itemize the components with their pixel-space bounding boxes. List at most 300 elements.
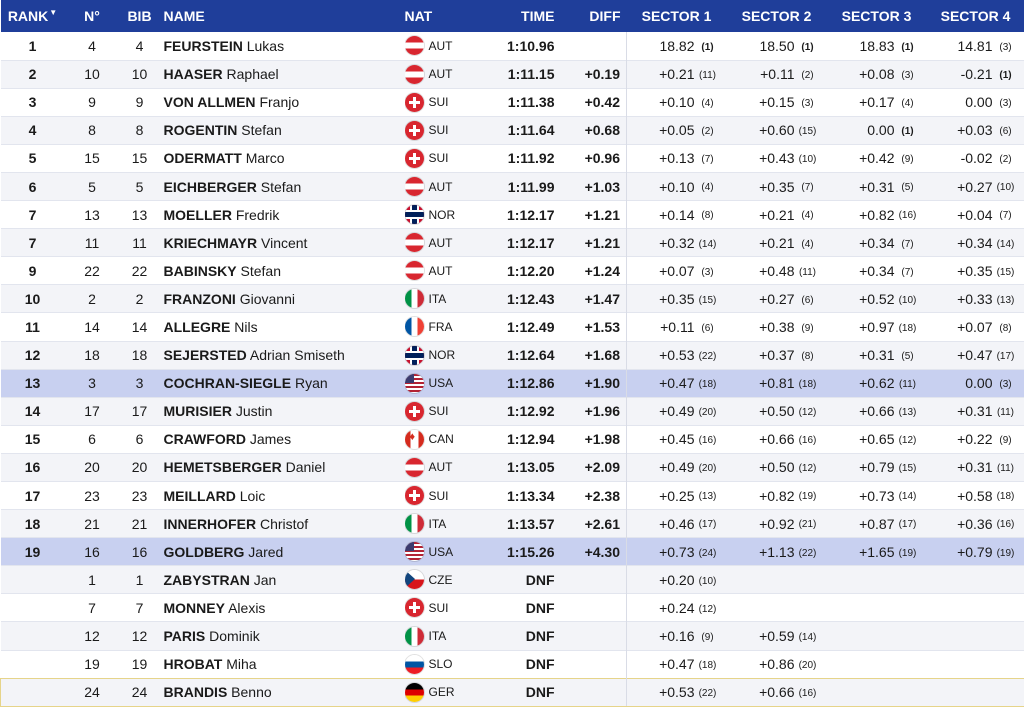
nat-wrap xyxy=(405,261,485,280)
sector-rank: (9) xyxy=(999,435,1012,447)
diff-cell: +1.03 xyxy=(584,178,620,195)
country-flag-icon xyxy=(405,121,424,140)
number-cell: 2 xyxy=(88,290,96,307)
sector-4-cell xyxy=(927,425,1024,453)
table-row[interactable] xyxy=(1,678,1024,706)
name-cell[interactable] xyxy=(160,566,405,594)
sector-rank: (4) xyxy=(701,98,714,110)
table-row[interactable] xyxy=(1,341,1024,369)
sector-3-cell xyxy=(827,510,927,538)
name-cell[interactable] xyxy=(160,594,405,622)
athlete-first-name: Jared xyxy=(248,543,284,560)
sector-rank: (7) xyxy=(801,182,814,194)
rank-cell: 9 xyxy=(28,262,37,279)
header-sector-4[interactable]: SECTOR 4 xyxy=(940,8,1011,24)
nat-cell xyxy=(405,594,485,622)
sector-value: +0.97 xyxy=(859,318,895,335)
sector-value: +0.79 xyxy=(957,543,993,560)
country-flag-icon xyxy=(405,374,424,393)
athlete-last-name: ODERMATT xyxy=(163,150,242,167)
sector-value: +0.21 xyxy=(759,234,795,251)
sector-rank: (4) xyxy=(901,98,914,110)
country-flag-icon xyxy=(405,486,424,505)
time-cell: 1:13.57 xyxy=(507,515,555,532)
nat-cell xyxy=(405,285,485,313)
sector-2-cell xyxy=(727,144,827,172)
nat-code: AUT xyxy=(428,235,453,250)
rank-cell: 1 xyxy=(28,37,37,54)
table-row[interactable] xyxy=(1,566,1024,594)
country-flag-icon xyxy=(405,65,424,84)
athlete-first-name: Dominik xyxy=(209,628,260,645)
diff-cell xyxy=(565,32,627,60)
sector-value: +0.27 xyxy=(957,178,993,195)
name-cell[interactable] xyxy=(160,313,405,341)
table-row[interactable] xyxy=(1,594,1024,622)
number-cell: 8 xyxy=(88,122,96,139)
athlete-first-name: Christof xyxy=(259,515,309,532)
header-sector-2[interactable]: SECTOR 2 xyxy=(741,8,812,24)
sector-2-cell xyxy=(727,285,827,313)
name-cell[interactable] xyxy=(160,144,405,172)
sector-1-cell xyxy=(627,341,727,369)
table-row[interactable] xyxy=(1,201,1024,229)
sector-value: +0.66 xyxy=(759,431,795,448)
nat-wrap xyxy=(405,177,485,196)
time-cell: 1:12.17 xyxy=(507,234,555,251)
header-time[interactable]: TIME xyxy=(521,8,555,24)
sector-rank: (17) xyxy=(898,519,917,531)
table-row[interactable] xyxy=(1,453,1024,481)
nat-wrap xyxy=(405,374,485,393)
time-cell: 1:11.99 xyxy=(507,178,555,195)
number-cell: 1 xyxy=(88,571,96,588)
sector-rank: (14) xyxy=(996,238,1015,250)
sector-value: +0.47 xyxy=(659,375,695,392)
diff-cell: +1.21 xyxy=(584,206,620,223)
sector-1-cell xyxy=(627,538,727,566)
country-flag-icon xyxy=(405,570,424,589)
sector-3-cell xyxy=(827,425,927,453)
athlete-last-name: HEMETSBERGER xyxy=(163,459,282,476)
sector-3-cell xyxy=(827,172,927,200)
name-cell[interactable] xyxy=(160,172,405,200)
sort-desc-icon: ▼ xyxy=(49,8,58,17)
sector-1-cell xyxy=(627,313,727,341)
diff-cell: +2.38 xyxy=(584,487,620,504)
header-sector-1[interactable]: SECTOR 1 xyxy=(641,8,712,24)
bib-cell: 8 xyxy=(135,122,144,139)
name-cell[interactable] xyxy=(160,678,405,706)
sector-3-cell xyxy=(827,144,927,172)
table-row[interactable] xyxy=(1,650,1024,678)
name-cell[interactable] xyxy=(160,201,405,229)
rank-cell: 16 xyxy=(24,459,41,476)
sector-value: +0.43 xyxy=(759,150,795,167)
sector-rank: (17) xyxy=(698,519,717,531)
nat-code: AUT xyxy=(428,179,453,194)
rank-cell: 12 xyxy=(24,347,41,364)
nat-cell xyxy=(405,229,485,257)
athlete-last-name: HROBAT xyxy=(163,656,223,673)
sector-4-cell xyxy=(927,32,1024,60)
sector-value: +0.81 xyxy=(759,375,795,392)
sector-2-cell xyxy=(727,425,827,453)
rank-cell: 19 xyxy=(24,543,41,560)
diff-cell: +0.96 xyxy=(584,150,620,167)
nat-wrap xyxy=(405,570,485,589)
table-row[interactable] xyxy=(1,369,1024,397)
sector-rank: (15) xyxy=(898,463,917,475)
bib-cell: 20 xyxy=(131,459,148,476)
sector-rank: (14) xyxy=(698,238,717,250)
nat-code: SUI xyxy=(428,95,449,110)
sector-value: +0.07 xyxy=(957,318,993,335)
athlete-last-name: COCHRAN-SIEGLE xyxy=(163,375,292,392)
sector-value: +0.87 xyxy=(859,515,895,532)
sector-rank: (16) xyxy=(798,435,817,447)
sector-3-cell xyxy=(827,678,927,706)
country-flag-icon xyxy=(405,233,424,252)
rank-cell: 18 xyxy=(24,515,41,532)
sector-2-cell xyxy=(727,369,827,397)
sector-rank: (15) xyxy=(798,126,817,138)
sector-rank: (20) xyxy=(698,463,717,475)
country-flag-icon xyxy=(405,542,424,561)
number-cell: 10 xyxy=(84,66,100,83)
nat-code: SUI xyxy=(428,404,449,419)
sector-2-cell xyxy=(727,341,827,369)
sector-value: +0.16 xyxy=(659,628,695,645)
rank-cell: 11 xyxy=(25,318,40,335)
sector-value: 18.83 xyxy=(859,37,895,54)
table-row[interactable] xyxy=(1,425,1024,453)
nat-code: SUI xyxy=(428,151,449,166)
sector-3-cell xyxy=(827,369,927,397)
sector-value: +0.50 xyxy=(759,459,795,476)
diff-cell: +1.68 xyxy=(584,347,620,364)
sector-4-cell xyxy=(927,341,1024,369)
sector-value: +0.31 xyxy=(859,178,895,195)
table-row[interactable] xyxy=(1,229,1024,257)
name-cell[interactable] xyxy=(160,538,405,566)
sector-rank: (11) xyxy=(898,378,917,390)
sector-value: +0.17 xyxy=(859,94,895,111)
sector-rank: (3) xyxy=(801,98,814,110)
sector-rank: (10) xyxy=(798,154,817,166)
rank-cell: 14 xyxy=(24,403,41,420)
name-cell[interactable] xyxy=(160,369,405,397)
sector-value: +0.05 xyxy=(659,122,695,139)
header-sector-3[interactable]: SECTOR 3 xyxy=(841,8,912,24)
table-row[interactable] xyxy=(1,60,1024,88)
nat-cell xyxy=(405,566,485,594)
athlete-first-name: Jan xyxy=(253,571,277,588)
athlete-last-name: CRAWFORD xyxy=(163,431,246,448)
sector-value: +0.35 xyxy=(659,290,695,307)
sector-rank: (12) xyxy=(698,603,717,615)
country-flag-icon xyxy=(405,205,424,224)
sector-rank: (1) xyxy=(801,41,814,53)
time-cell: 1:12.49 xyxy=(507,318,555,335)
sector-value: 18.82 xyxy=(659,37,695,54)
nat-wrap xyxy=(405,458,485,477)
name-cell[interactable] xyxy=(160,257,405,285)
sector-rank: (14) xyxy=(898,491,917,503)
nat-cell xyxy=(405,257,485,285)
diff-cell xyxy=(565,678,627,706)
sector-rank: (8) xyxy=(801,350,814,362)
diff-cell xyxy=(565,622,627,650)
sector-4-cell xyxy=(927,257,1024,285)
sector-rank: (13) xyxy=(898,407,917,419)
nat-code: ITA xyxy=(428,291,447,306)
sector-value: +0.14 xyxy=(659,206,695,223)
nat-wrap xyxy=(405,514,485,533)
table-row[interactable] xyxy=(1,144,1024,172)
sector-value: +0.45 xyxy=(659,431,695,448)
number-cell: 12 xyxy=(84,628,100,645)
name-cell[interactable] xyxy=(160,116,405,144)
bib-cell: 22 xyxy=(131,262,148,279)
sector-rank: (3) xyxy=(901,69,914,81)
rank-cell: 13 xyxy=(24,375,41,392)
name-cell[interactable] xyxy=(160,397,405,425)
nat-cell xyxy=(405,482,485,510)
name-cell[interactable] xyxy=(160,482,405,510)
table-row[interactable] xyxy=(1,482,1024,510)
sector-rank: (22) xyxy=(698,350,717,362)
sector-rank: (19) xyxy=(798,491,817,503)
table-row[interactable] xyxy=(1,538,1024,566)
number-cell: 19 xyxy=(84,656,100,673)
number-cell: 14 xyxy=(84,318,100,335)
nat-wrap xyxy=(405,655,485,674)
sector-rank: (3) xyxy=(701,266,714,278)
diff-cell: +1.90 xyxy=(584,375,620,392)
sector-rank: (13) xyxy=(996,294,1015,306)
country-flag-icon xyxy=(405,627,424,646)
athlete-last-name: PARIS xyxy=(163,628,206,645)
sector-3-cell xyxy=(827,594,927,622)
nat-wrap xyxy=(405,205,485,224)
sector-rank: (8) xyxy=(999,322,1012,334)
header-diff[interactable]: DIFF xyxy=(589,8,621,24)
sector-3-cell xyxy=(827,453,927,481)
table-row[interactable] xyxy=(1,116,1024,144)
athlete-first-name: Giovanni xyxy=(239,290,295,307)
athlete-first-name: Daniel xyxy=(285,459,326,476)
bib-cell: 3 xyxy=(135,375,144,392)
table-row[interactable] xyxy=(1,257,1024,285)
bib-cell: 1 xyxy=(135,571,144,588)
sector-rank: (16) xyxy=(898,210,917,222)
sector-2-cell xyxy=(727,116,827,144)
diff-cell: +1.53 xyxy=(584,318,620,335)
sector-rank: (4) xyxy=(801,210,814,222)
time-cell: 1:12.20 xyxy=(507,262,555,279)
bib-cell: 7 xyxy=(135,599,144,616)
name-cell[interactable] xyxy=(160,453,405,481)
sector-3-cell xyxy=(827,88,927,116)
nat-cell xyxy=(405,425,485,453)
table-row[interactable] xyxy=(1,32,1024,60)
sector-value: +0.47 xyxy=(659,656,695,673)
athlete-first-name: Fredrik xyxy=(235,206,280,223)
sector-4-cell xyxy=(927,678,1024,706)
nat-code: GER xyxy=(428,685,455,700)
sector-value: +0.21 xyxy=(759,206,795,223)
sector-1-cell xyxy=(627,369,727,397)
header-bib[interactable]: BIB xyxy=(127,8,152,24)
bib-cell: 16 xyxy=(131,543,148,560)
name-cell[interactable] xyxy=(160,341,405,369)
header-nat[interactable]: NAT xyxy=(404,8,433,24)
sector-rank: (19) xyxy=(996,547,1015,559)
nat-wrap xyxy=(405,36,485,55)
nat-cell xyxy=(405,172,485,200)
sector-rank: (24) xyxy=(698,547,717,559)
sector-value: +0.21 xyxy=(659,66,695,83)
sector-rank: (5) xyxy=(901,182,914,194)
bib-cell: 15 xyxy=(131,150,148,167)
sector-1-cell xyxy=(627,32,727,60)
sector-value: +0.22 xyxy=(957,431,993,448)
sector-rank: (7) xyxy=(999,210,1012,222)
sector-value: +0.20 xyxy=(659,571,695,588)
country-flag-icon xyxy=(405,289,424,308)
diff-cell: +0.42 xyxy=(584,94,620,111)
sector-rank: (10) xyxy=(996,182,1015,194)
athlete-first-name: Loic xyxy=(239,487,266,504)
bib-cell: 12 xyxy=(131,628,148,645)
table-row[interactable] xyxy=(1,172,1024,200)
sector-3-cell xyxy=(827,482,927,510)
header-name[interactable]: NAME xyxy=(163,8,205,24)
sector-value: +1.65 xyxy=(859,543,895,560)
nat-wrap xyxy=(405,402,485,421)
bib-cell: 14 xyxy=(131,318,148,335)
rank-cell: 15 xyxy=(24,431,41,448)
sector-2-cell xyxy=(727,538,827,566)
nat-code: USA xyxy=(428,544,454,559)
sector-2-cell xyxy=(727,257,827,285)
nat-wrap xyxy=(405,430,485,449)
name-cell[interactable] xyxy=(160,88,405,116)
country-flag-icon xyxy=(405,177,424,196)
sector-value: +0.73 xyxy=(659,543,695,560)
sector-1-cell xyxy=(627,285,727,313)
country-flag-icon xyxy=(405,683,424,702)
bib-cell: 2 xyxy=(135,290,144,307)
country-flag-icon xyxy=(405,598,424,617)
sector-rank: (1) xyxy=(701,41,714,53)
sector-2-cell xyxy=(727,622,827,650)
sector-value: -0.02 xyxy=(960,150,993,167)
sector-4-cell xyxy=(927,622,1024,650)
nat-wrap xyxy=(405,486,485,505)
sector-rank: (12) xyxy=(798,463,817,475)
sector-3-cell xyxy=(827,538,927,566)
sector-rank: (1) xyxy=(901,41,914,53)
sector-rank: (2) xyxy=(999,154,1012,166)
bib-cell: 11 xyxy=(132,234,147,251)
sector-value: +0.50 xyxy=(759,403,795,420)
bib-cell: 24 xyxy=(120,678,160,706)
bib-cell: 18 xyxy=(131,347,148,364)
nat-code: CZE xyxy=(428,572,453,587)
athlete-last-name: SEJERSTED xyxy=(163,347,247,364)
time-cell: 1:12.94 xyxy=(507,431,555,448)
sector-value: +0.79 xyxy=(859,459,895,476)
sector-value: +0.34 xyxy=(859,262,895,279)
name-cell[interactable] xyxy=(160,285,405,313)
bib-cell: 6 xyxy=(135,431,144,448)
sector-2-cell xyxy=(727,32,827,60)
table-row[interactable] xyxy=(1,313,1024,341)
name-cell[interactable] xyxy=(160,650,405,678)
athlete-first-name: Adrian Smiseth xyxy=(249,347,345,364)
sector-3-cell xyxy=(827,341,927,369)
sector-2-cell xyxy=(727,201,827,229)
number-cell: 24 xyxy=(65,678,120,706)
nat-cell xyxy=(405,116,485,144)
name-cell[interactable] xyxy=(160,229,405,257)
name-cell[interactable] xyxy=(160,425,405,453)
sector-value: +0.31 xyxy=(859,347,895,364)
athlete-last-name: ALLEGRE xyxy=(163,318,231,335)
rank-cell xyxy=(1,678,65,706)
name-cell[interactable] xyxy=(160,60,405,88)
sector-4-cell xyxy=(927,397,1024,425)
athlete-first-name: Alexis xyxy=(228,599,266,616)
sector-2-cell xyxy=(727,650,827,678)
nat-code: ITA xyxy=(428,516,447,531)
athlete-first-name: James xyxy=(249,431,292,448)
rank-cell: 3 xyxy=(28,94,37,111)
nat-wrap xyxy=(405,346,485,365)
sector-value: +0.73 xyxy=(859,487,895,504)
sector-value: +0.35 xyxy=(957,262,993,279)
header-num[interactable]: N° xyxy=(84,8,100,24)
time-cell: 1:13.05 xyxy=(507,459,555,476)
number-cell: 16 xyxy=(84,543,100,560)
table-row[interactable] xyxy=(1,397,1024,425)
sector-1-cell xyxy=(627,144,727,172)
name-cell[interactable] xyxy=(160,32,405,60)
sector-1-cell xyxy=(627,594,727,622)
sector-value: +0.31 xyxy=(957,459,993,476)
table-row[interactable] xyxy=(1,285,1024,313)
bib-cell: 10 xyxy=(131,66,148,83)
name-cell[interactable] xyxy=(160,622,405,650)
sector-rank: (19) xyxy=(898,547,917,559)
table-header-row xyxy=(1,0,1024,32)
sector-rank: (3) xyxy=(999,98,1012,110)
table-row[interactable] xyxy=(1,622,1024,650)
table-row[interactable] xyxy=(1,510,1024,538)
sector-value: +0.58 xyxy=(957,487,993,504)
diff-cell: +1.98 xyxy=(584,431,620,448)
sector-2-cell xyxy=(727,60,827,88)
sector-2-cell xyxy=(727,229,827,257)
header-rank[interactable] xyxy=(1,0,65,32)
time-cell: 1:13.34 xyxy=(507,487,555,504)
rank-cell: 2 xyxy=(28,66,37,83)
name-cell[interactable] xyxy=(160,510,405,538)
sector-rank: (18) xyxy=(996,491,1015,503)
table-row[interactable] xyxy=(1,88,1024,116)
